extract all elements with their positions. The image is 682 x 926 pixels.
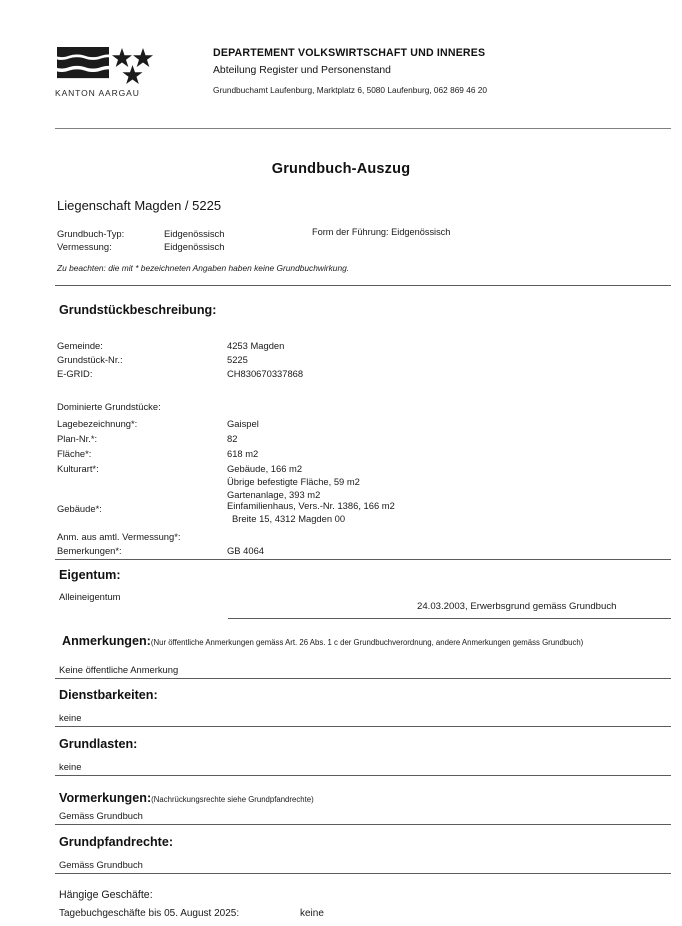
- grundstueck-nr-value: 5225: [227, 354, 248, 365]
- office-address: Grundbuchamt Laufenburg, Marktplatz 6, 5080 Laufenburg, 062 869 46 20: [213, 84, 487, 95]
- priority-notices-section-note: (Nachrückungsrechte siehe Grundpfandrechte): [151, 795, 314, 804]
- land-charges-section-heading: Grundlasten:: [59, 737, 138, 751]
- form-der-fuehrung: Form der Führung: Eidgenössisch: [312, 227, 451, 237]
- kanton-aargau-logo: [55, 44, 167, 98]
- dominierte-grundstuecke-label: Dominierte Grundstücke:: [57, 401, 161, 412]
- anm-amtl-vermessung-label: Anm. aus amtl. Vermessung*:: [57, 531, 181, 542]
- department-name: DEPARTEMENT VOLKSWIRTSCHAFT UND INNERES: [213, 47, 486, 59]
- egrid-label: E-GRID:: [57, 368, 93, 379]
- grundbuch-typ-value: Eidgenössisch: [164, 228, 225, 239]
- parcel-section-heading: Grundstückbeschreibung:: [59, 303, 217, 317]
- gemeinde-value: 4253 Magden: [227, 340, 285, 351]
- kanton-aargau-label: KANTON AARGAU: [55, 88, 140, 98]
- vermessung-value: Eidgenössisch: [164, 241, 225, 252]
- land-charges-section-divider: [55, 726, 671, 727]
- flaeche-value: 618 m2: [227, 448, 259, 459]
- kulturart-label: Kulturart*:: [57, 463, 99, 474]
- pending-section-divider: [55, 873, 671, 874]
- kulturart-value-3: Gartenanlage, 393 m2: [227, 489, 321, 500]
- aargau-coat-of-arms-icon: [55, 44, 153, 86]
- gebaeude-label: Gebäude*:: [57, 503, 102, 514]
- land-charges-content: keine: [59, 761, 82, 772]
- ownership-section-heading: Eigentum:: [59, 568, 121, 582]
- ownership-type: Alleineigentum: [59, 591, 121, 602]
- ownership-divider: [228, 618, 671, 619]
- easements-section-heading: Dienstbarkeiten:: [59, 688, 158, 702]
- priority-notices-section-divider: [55, 775, 671, 776]
- easements-content: keine: [59, 712, 82, 723]
- plan-nr-value: 82: [227, 433, 238, 444]
- priority-notices-section: [59, 786, 668, 809]
- kulturart-value-2: Übrige befestigte Fläche, 59 m2: [227, 476, 360, 487]
- annotations-section-note: (Nur öffentliche Anmerkungen gemäss Art. 26 Abs. 1 c der Grundbuchverordnung, andere Anmerkungen gemäss Grundbuch): [150, 638, 584, 647]
- bemerkungen-value: GB 4064: [227, 545, 265, 556]
- kulturart-value-1: Gebäude, 166 m2: [227, 463, 303, 474]
- division-name: Abteilung Register und Personenstand: [213, 65, 391, 77]
- pending-journal-label: Tagebuchgeschäfte bis 05. August 2025:: [59, 908, 240, 919]
- mortgages-content: Gemäss Grundbuch: [59, 859, 143, 870]
- grundstueck-nr-label: Grundstück-Nr.:: [57, 354, 123, 365]
- ownership-acquisition: 24.03.2003, Erwerbsgrund gemäss Grundbuch: [417, 601, 617, 612]
- asterisk-disclaimer: Zu beachten: die mit * bezeichneten Angaben haben keine Grundbuchwirkung.: [57, 263, 350, 273]
- gebaeude-value-2: Breite 15, 4312 Magden 00: [232, 513, 346, 524]
- priority-notices-section-heading: Vormerkungen:: [59, 791, 152, 805]
- grundbuch-typ-label: Grundbuch-Typ:: [57, 228, 125, 239]
- bemerkungen-label: Bemerkungen*:: [57, 545, 122, 556]
- property-heading: Liegenschaft Magden / 5225: [57, 198, 222, 213]
- priority-notices-content: Gemäss Grundbuch: [59, 810, 143, 821]
- annotations-content: Keine öffentliche Anmerkung: [59, 664, 179, 675]
- flaeche-label: Fläche*:: [57, 448, 92, 459]
- lagebezeichnung-label: Lagebezeichnung*:: [57, 418, 138, 429]
- mortgages-section-heading: Grundpfandrechte:: [59, 835, 174, 849]
- egrid-value: CH830670337868: [227, 368, 304, 379]
- pending-journal-value: keine: [300, 908, 324, 919]
- mortgages-section-divider: [55, 824, 671, 825]
- gemeinde-label: Gemeinde:: [57, 340, 103, 351]
- department-block: [213, 46, 673, 96]
- pending-section-heading: Hängige Geschäfte:: [59, 889, 153, 901]
- letterhead: [0, 0, 682, 120]
- lagebezeichnung-value: Gaispel: [227, 418, 259, 429]
- vermessung-label: Vermessung:: [57, 241, 112, 252]
- ownership-section-divider: [55, 559, 671, 560]
- gebaeude-value-1: Einfamilienhaus, Vers.-Nr. 1386, 166 m2: [227, 500, 395, 511]
- easements-section-divider: [55, 678, 671, 679]
- header-divider: [55, 128, 671, 129]
- parcel-section-divider: [55, 285, 671, 286]
- annotations-section: [62, 629, 671, 652]
- annotations-section-heading: Anmerkungen:: [62, 634, 151, 648]
- page-title: Grundbuch-Auszug: [271, 161, 411, 177]
- plan-nr-label: Plan-Nr.*:: [57, 433, 98, 444]
